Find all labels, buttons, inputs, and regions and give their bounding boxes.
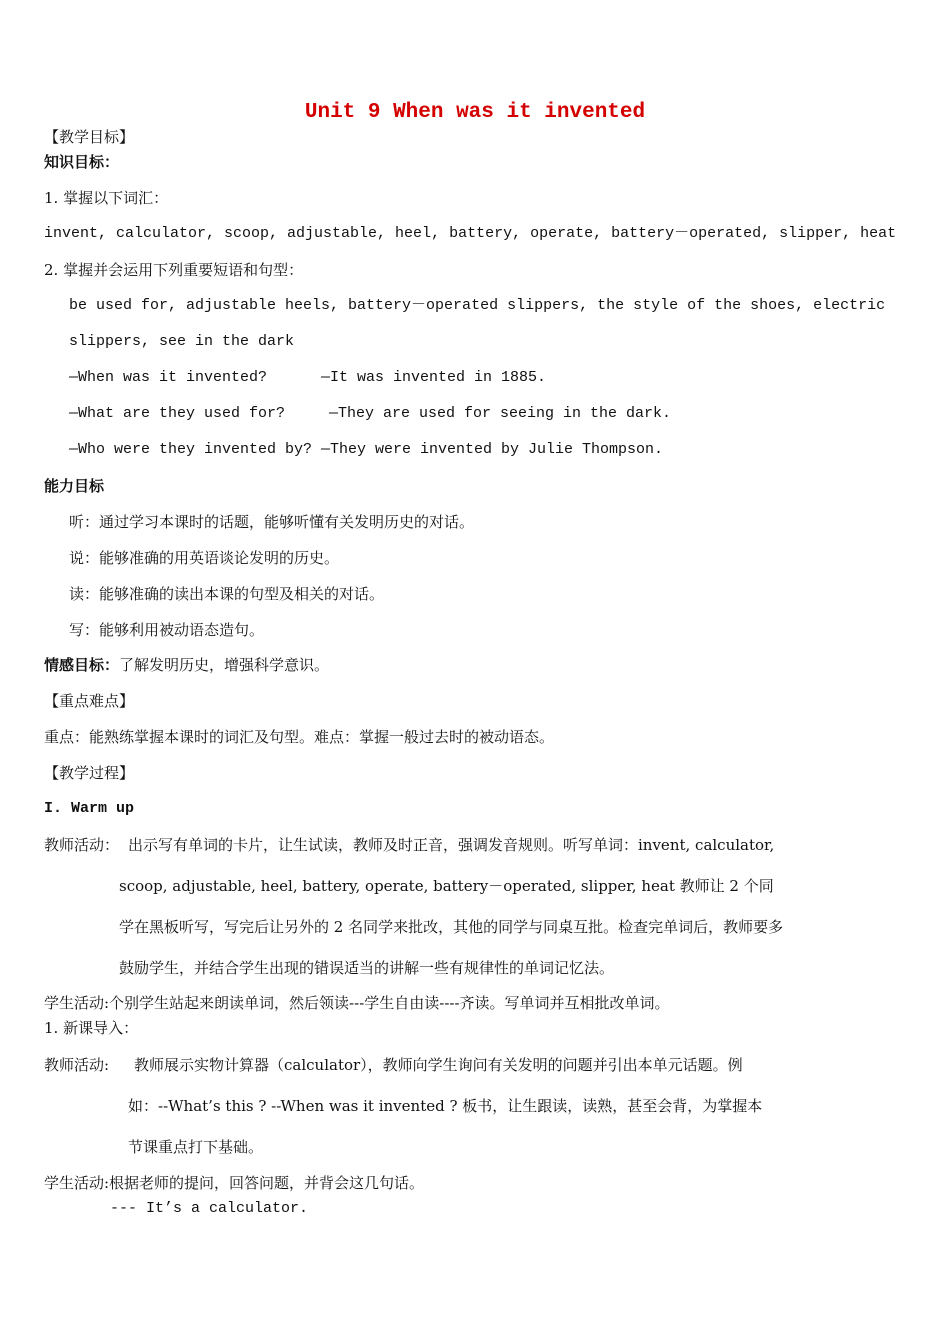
knowledge-heading: 知识目标： [44, 153, 120, 171]
objectives-heading: 【教学目标】 [44, 128, 135, 146]
teacher-activity-1-line-1: 出示写有单词的卡片，让生试读，教师及时正音，强调发音规则。听写单词：invent, calculator, [128, 836, 775, 854]
student-activity-1: 学生活动:个别学生站起来朗读单词，然后领读---学生自由读----齐读。写单词并互相批改单词。 [44, 994, 670, 1012]
teacher-activity-2-line-1: 教师展示实物计算器（calculator），教师向学生询问有关发明的问题并引出本单元话题。例 [134, 1056, 743, 1074]
dialog-question-3: —Who were they invented by? [69, 441, 313, 458]
phrases-line-2: slippers, see in the dark [69, 333, 295, 350]
key-points-heading: 【重点难点】 [44, 692, 135, 710]
teacher-activity-1-line-3: 学在黑板听写，写完后让另外的 2 名同学来批改，其他的同学与同桌互批。检查完单词后，教师要多 [119, 918, 784, 936]
ability-listening: 听：通过学习本课时的话题，能够听懂有关发明历史的对话。 [69, 513, 475, 531]
teacher-activity-1-line-4: 鼓励学生，并结合学生出现的错误适当的讲解一些有规律性的单词记忆法。 [119, 959, 615, 977]
teacher-activity-2-label: 教师活动: [44, 1056, 110, 1074]
teacher-activity-1-line-2: scoop, adjustable, heel, battery, operate, battery－operated, slipper, heat 教师让 2 个同 [119, 877, 774, 895]
page-title: Unit 9 When was it invented [304, 101, 646, 124]
teacher-activity-1-label: 教师活动： [44, 836, 120, 854]
phrases-line-1: be used for, adjustable heels, battery－operated slippers, the style of the shoes, electric [69, 297, 886, 314]
dialog-question-1: —When was it invented? [69, 369, 268, 386]
ability-reading: 读：能够准确的读出本课的句型及相关的对话。 [69, 585, 385, 603]
teacher-activity-2-line-3: 节课重点打下基础。 [128, 1138, 264, 1156]
dialog-answer-2: —They are used for seeing in the dark. [329, 405, 672, 422]
ability-writing: 写：能够利用被动语态造句。 [69, 621, 265, 639]
dialog-question-2: —What are they used for? [69, 405, 286, 422]
dialog-answer-1: —It was invented in 1885. [321, 369, 547, 386]
emotion-label: 情感目标： [44, 656, 120, 674]
emotion-text: 了解发明历史，增强科学意识。 [119, 656, 330, 674]
ability-heading: 能力目标 [44, 477, 105, 495]
emotion-objective [44, 655, 329, 675]
warmup-heading: I. Warm up [44, 800, 135, 817]
student-activity-2: 学生活动:根据老师的提问，回答问题，并背会这几句话。 [44, 1174, 425, 1192]
ability-speaking: 说：能够准确的用英语谈论发明的历史。 [69, 549, 340, 567]
calculator-answer: --- It’s a calculator. [110, 1200, 309, 1217]
objective-item-2: 2. 掌握并会运用下列重要短语和句型： [44, 261, 304, 279]
intro-heading: 1. 新课导入： [44, 1019, 139, 1037]
objective-item-1: 1. 掌握以下词汇： [44, 189, 169, 207]
key-points-text: 重点：能熟练掌握本课时的词汇及句型。难点：掌握一般过去时的被动语态。 [44, 728, 555, 746]
teacher-activity-2-line-2: 如：--What’s this ? --When was it invented ? 板书，让生跟读，读熟，甚至会背，为掌握本 [128, 1097, 763, 1115]
vocab-list: invent, calculator, scoop, adjustable, heel, battery, operate, battery－operated, slipper, heat [44, 225, 897, 242]
process-heading: 【教学过程】 [44, 764, 135, 782]
dialog-answer-3: —They were invented by Julie Thompson. [321, 441, 664, 458]
